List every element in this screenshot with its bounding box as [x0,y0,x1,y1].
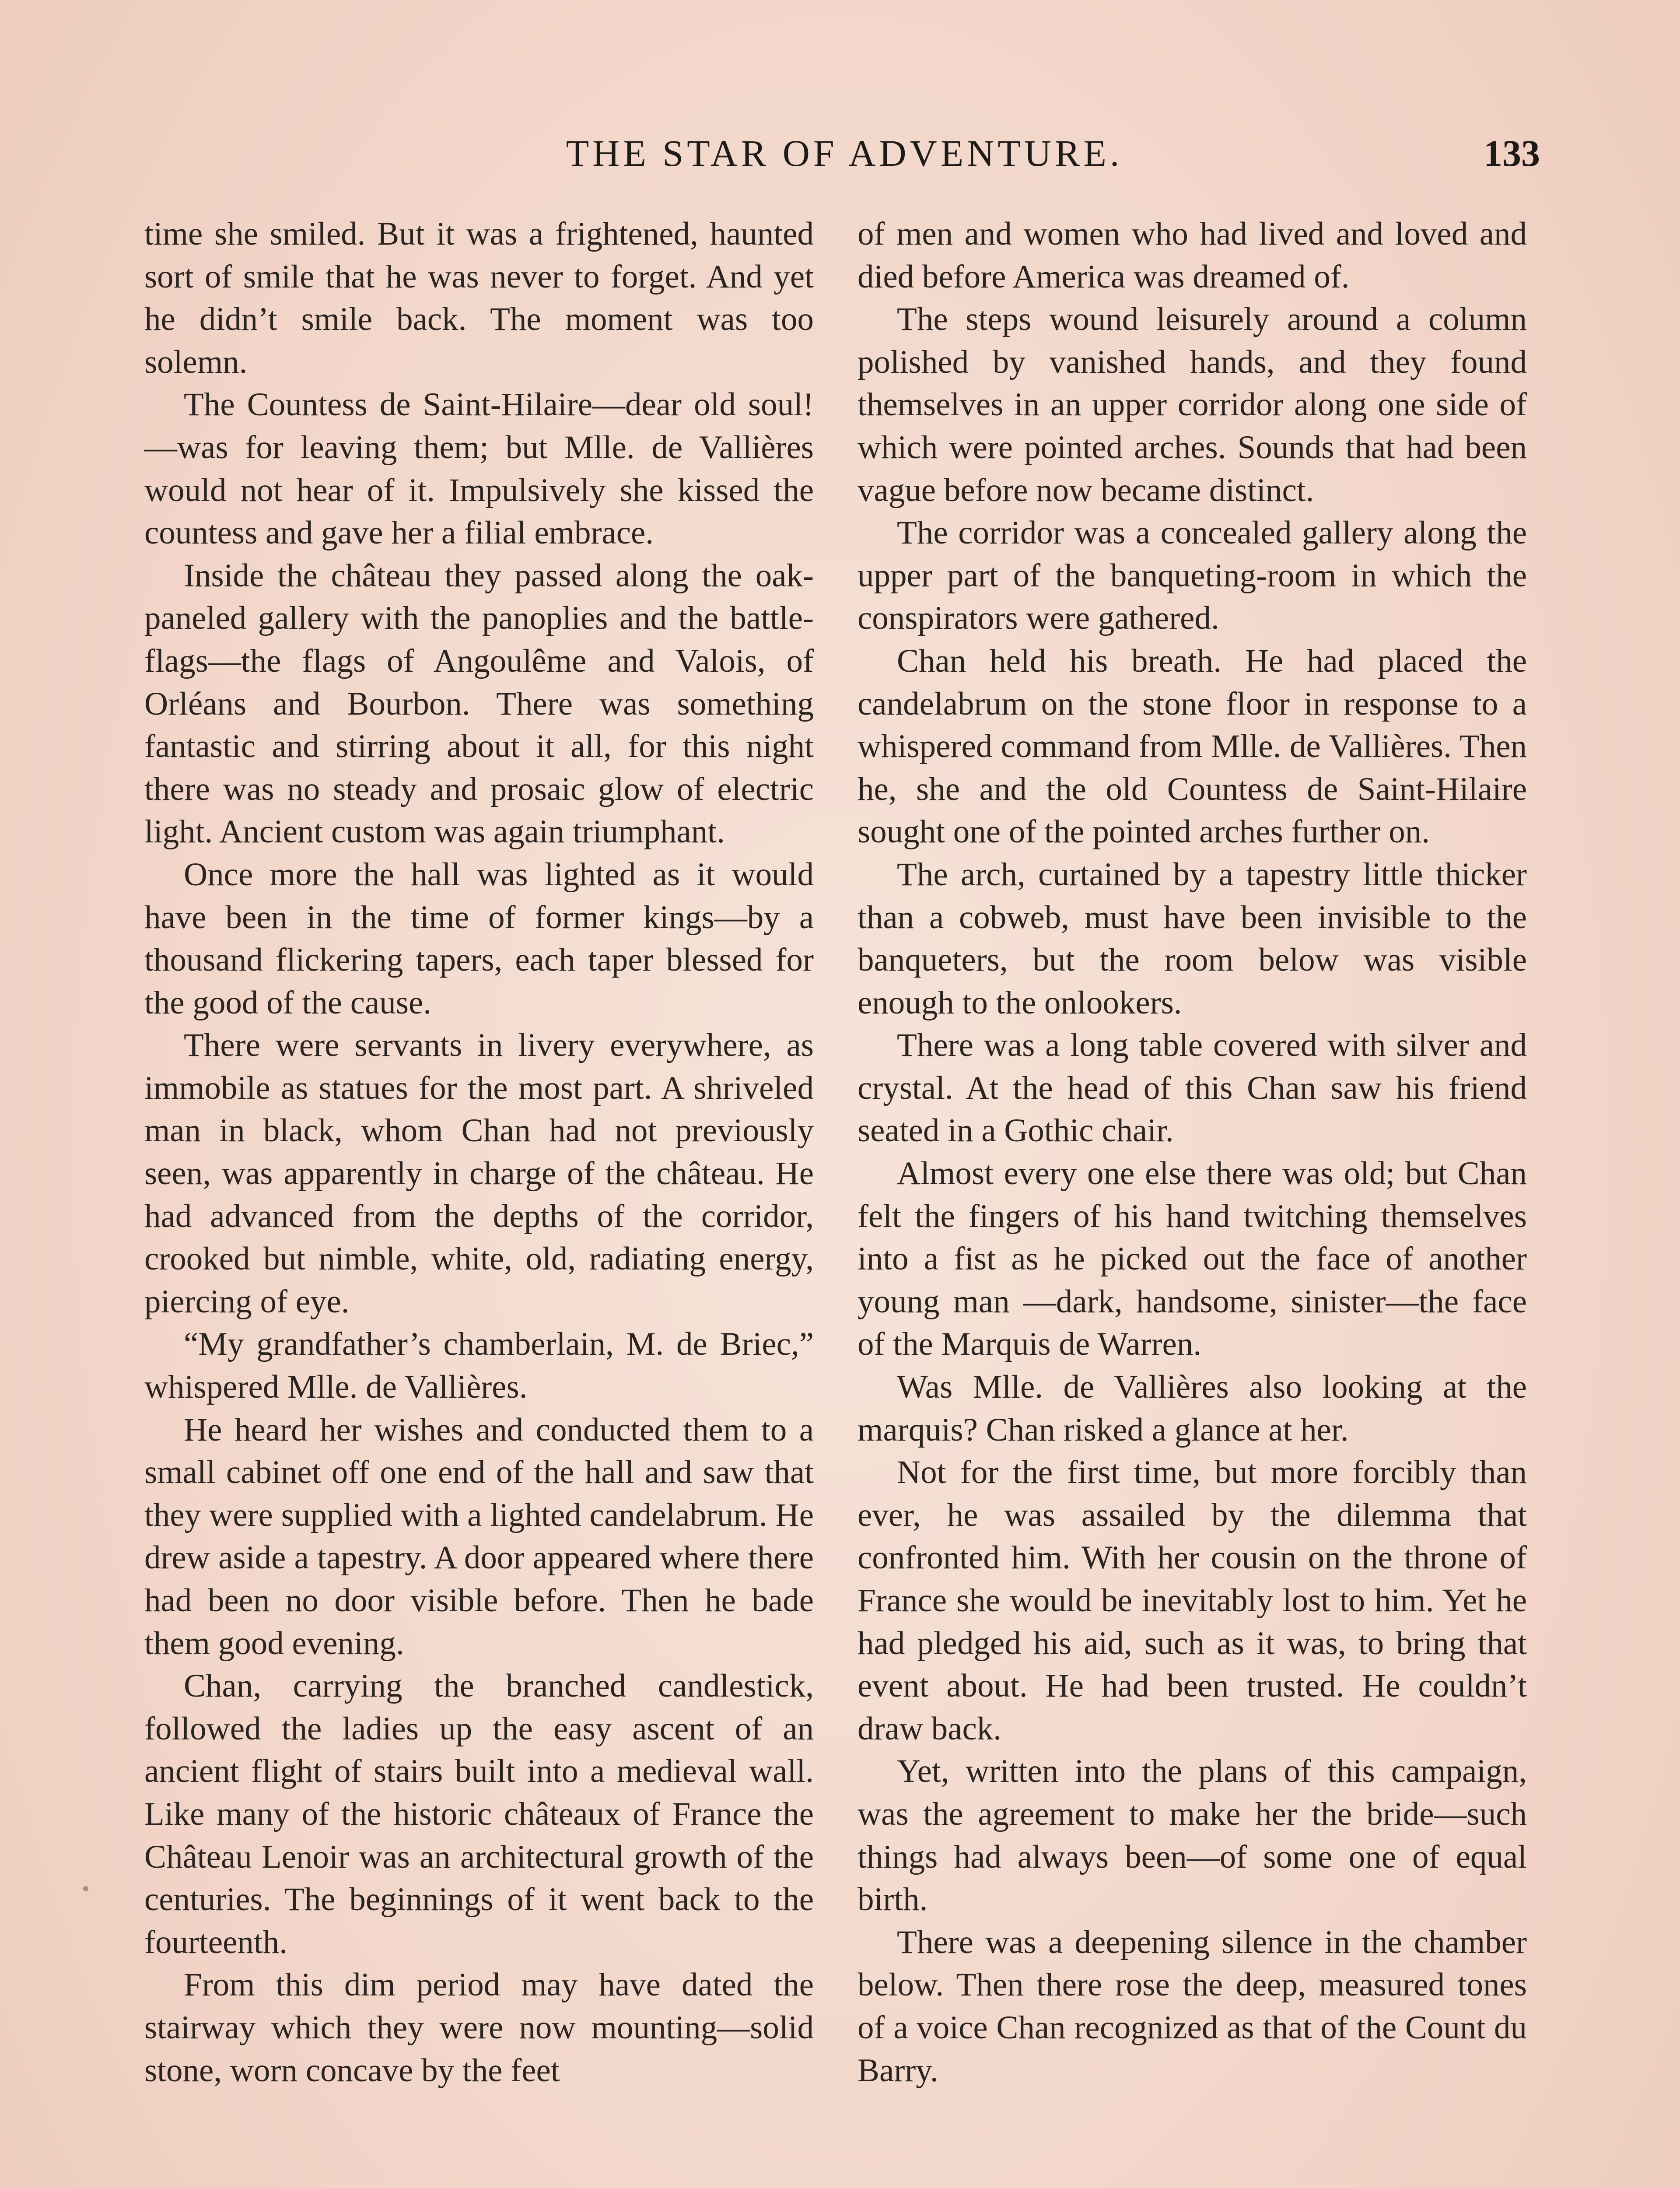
paragraph: He heard her wishes and conducted them to a small cabinet off one end of the hall and saw that they were supplied with a lighted candelabrum. He drew aside a tapestry. A door appeared where there had been no door visible before. Then he bade them good evening. [144,1411,814,1662]
paragraph: time she smiled. But it was a frightened, haunted sort of smile that he was never to forget. And yet he didn’t smile back. The moment was too solemn. [144,216,814,380]
paragraph: There was a deepening silence in the chamber below. Then there rose the deep, measured tones of a voice Chan recognized as that of the Count du Barry. [858,1924,1527,2089]
paragraph: From this dim period may have dated the stairway which they were now mounting—solid stone, worn concave by the feet [144,1967,814,2089]
paragraph: There were servants in livery everywhere, as immobile as statues for the most part. A shriveled man in black, whom Chan had not previously seen, was apparently in charge of the château. He had advanced from the depths of the corridor, crooked but nimble, white, old, radiating energy, piercing of eye. [144,1027,814,1320]
paragraph: Inside the château they passed along the oak-paneled gallery with the panoplies and the battle-flags—the flags of Angoulême and Valois, of Orléans and Bourbon. There was something fantastic and stirring about it all, for this night there was no steady and prosaic glow of electric light. Ancient custom was again triumphant. [144,557,814,850]
page-number: 133 [1484,132,1540,174]
paragraph: The arch, curtained by a tapestry little thicker than a cobweb, must have been invisible to the banqueters, but the room below was visible enough to the onlookers. [858,856,1527,1021]
running-head [149,131,1540,184]
paragraph: Chan, carrying the branched candlestick, followed the ladies up the easy ascent of an ancient flight of stairs built into a medieval wall. Like many of the historic châteaux of France the Château Lenoir was an architectural growth of the centuries. The beginnings of it went back to the fourteenth. [144,1668,814,1960]
paragraph: There was a long table covered with silver and crystal. At the head of this Chan saw his friend seated in a Gothic chair. [858,1027,1527,1149]
paragraph: The Countess de Saint-Hilaire—dear old soul!—was for leaving them; but Mlle. de Vallières would not hear of it. Impulsively she kissed the countess and gave her a filial embrace. [144,386,814,551]
left-column [144,213,814,2092]
paragraph: Once more the hall was lighted as it would have been in the time of former kings—by a thousand flickering tapers, each taper blessed for the good of the cause. [144,856,814,1021]
paragraph: Almost every one else there was old; but Chan felt the fingers of his hand twitching themselves into a fist as he picked out the face of another young man —dark, handsome, sinister—the face of the Marquis de Warren. [858,1155,1527,1363]
paragraph: The corridor was a concealed gallery along the upper part of the banqueting-room in which the conspirators were gathered. [858,515,1527,637]
paragraph: Was Mlle. de Vallières also looking at the marquis? Chan risked a glance at her. [858,1369,1527,1448]
right-column [858,213,1527,2092]
paragraph: “My grandfather’s chamberlain, M. de Briec,” whispered Mlle. de Vallières. [144,1326,814,1406]
paragraph: Yet, written into the plans of this campaign, was the agreement to make her the bride—such things had always been—of some one of equal birth. [858,1753,1527,1918]
running-title: THE STAR OF ADVENTURE. [566,132,1123,174]
paragraph: The steps wound leisurely around a column polished by vanished hands, and they found themselves in an upper corridor along one side of which were pointed arches. Sounds that had been vague before now became distinct. [858,301,1527,508]
paragraph: of men and women who had lived and loved and died before America was dreamed of. [858,216,1527,295]
paragraph: Not for the first time, but more forcibly than ever, he was assailed by the dilemma that confronted him. With her cousin on the throne of France she would be inevitably lost to him. Yet he had pledged his aid, such as it was, to bring that event about. He had been trusted. He couldn’t draw back. [858,1454,1527,1747]
print-speck [83,1886,88,1891]
paragraph: Chan held his breath. He had placed the candelabrum on the stone floor in response to a whispered command from Mlle. de Vallières. Then he, she and the old Countess de Saint-Hilaire sought one of the pointed arches further on. [858,642,1527,850]
